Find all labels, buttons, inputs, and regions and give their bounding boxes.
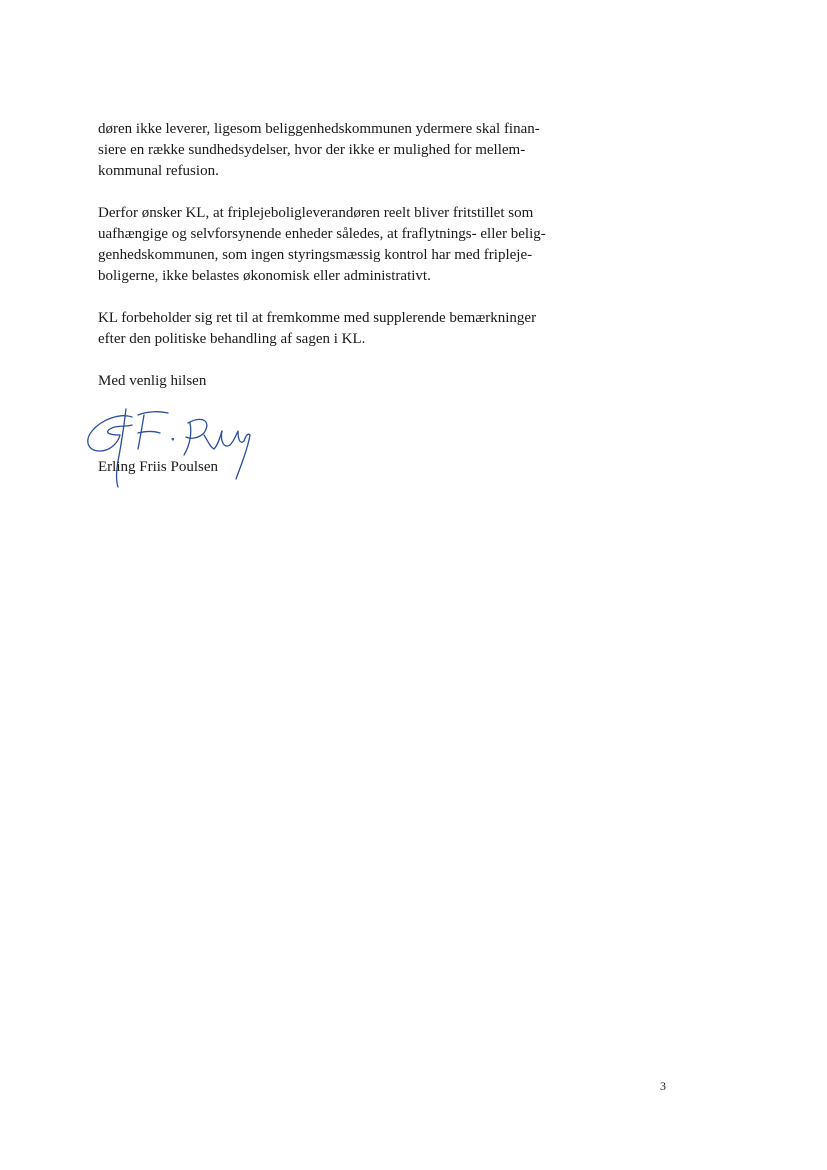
text-line: uafhængige og selvforsynende enheder således, at fraflytnings- eller belig- — [98, 226, 546, 242]
paragraph-2 — [98, 203, 618, 287]
text-line: døren ikke leverer, ligesom beliggenhedskommunen ydermere skal finan- — [98, 121, 540, 137]
paragraph-3 — [98, 308, 618, 350]
text-line: boligerne, ikke belastes økonomisk eller administrativt. — [98, 268, 431, 284]
text-line: Derfor ønsker KL, at friplejeboligleverandøren reelt bliver fritstillet som — [98, 205, 534, 221]
closing-salutation: Med venlig hilsen — [98, 373, 207, 389]
paragraph-1 — [98, 119, 618, 182]
page-number: 3 — [660, 1079, 666, 1093]
signer-name: Erling Friis Poulsen — [98, 459, 219, 475]
signature-block — [80, 405, 270, 495]
text-line: KL forbeholder sig ret til at fremkomme med supplerende bemærkninger — [98, 310, 537, 326]
text-line: siere en række sundhedsydelser, hvor der ikke er mulighed for mellem- — [98, 142, 526, 158]
letter-body — [98, 119, 618, 413]
text-line: kommunal refusion. — [98, 163, 219, 179]
text-line: genhedskommunen, som ingen styringsmæssig kontrol har med fripleje- — [98, 247, 533, 263]
text-line: efter den politiske behandling af sagen i KL. — [98, 331, 366, 347]
